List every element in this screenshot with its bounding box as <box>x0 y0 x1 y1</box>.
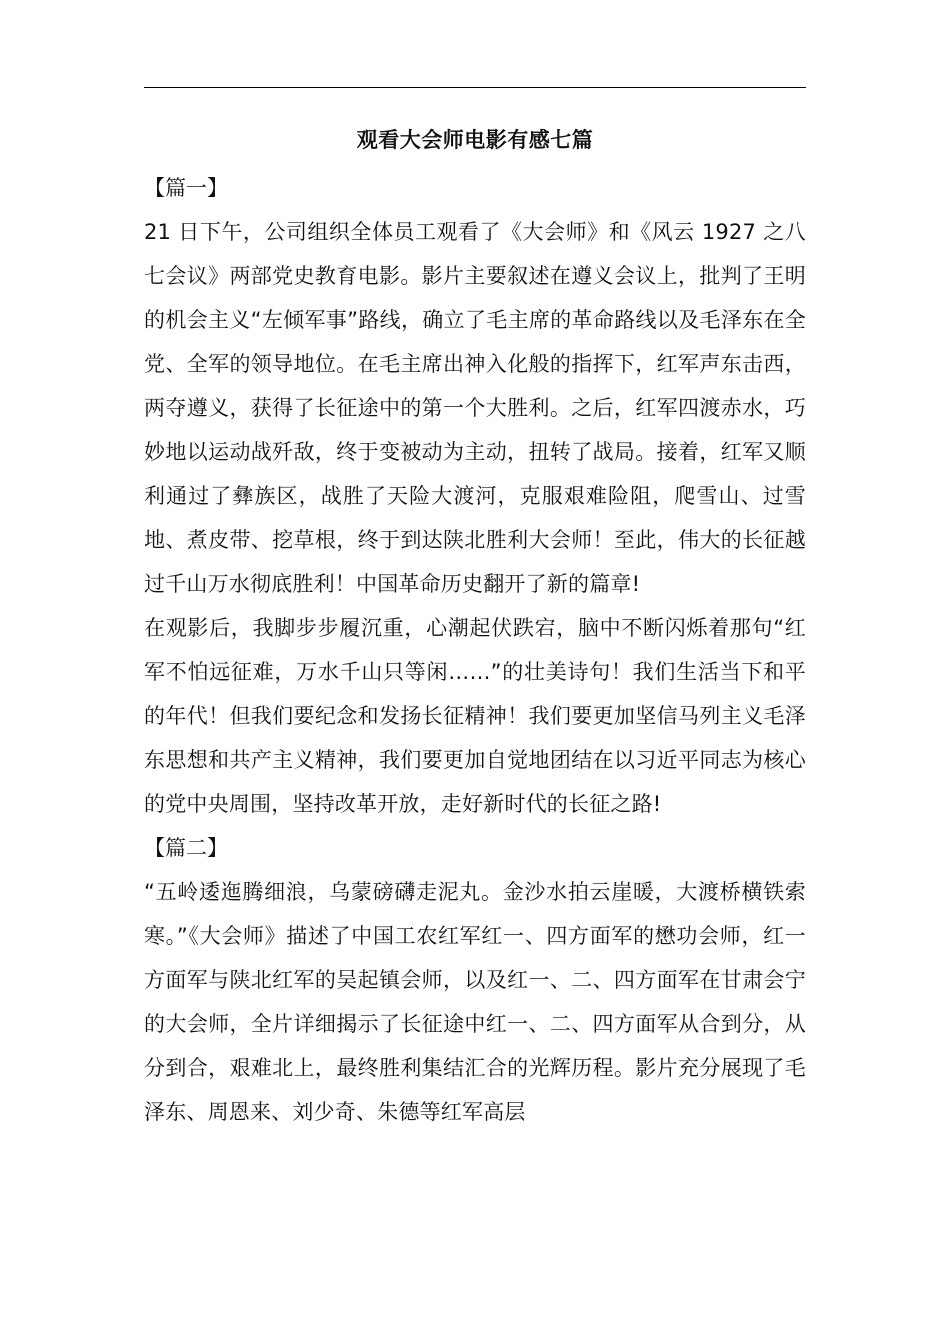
section-2 <box>144 826 806 1134</box>
paragraph: 21 日下午，公司组织全体员工观看了《大会师》和《风云 1927 之八七会议》两部党史教育电影。影片主要叙述在遵义会议上，批判了王明的机会主义“左倾军事”路线，确立了毛主席的革命路线以及毛泽东在全党、全军的领导地位。在毛主席出神入化般的指挥下，红军声东击西，两夺遵义，获得了长征途中的第一个大胜利。之后，红军四渡赤水，巧妙地以运动战歼敌，终于变被动为主动，扭转了战局。接着，红军又顺利通过了彝族区，战胜了天险大渡河，克服艰难险阻，爬雪山、过雪地、煮皮带、挖草根，终于到达陕北胜利大会师！至此，伟大的长征越过千山万水彻底胜利！中国革命历史翻开了新的篇章! <box>144 220 806 596</box>
document-title: 观看大会师电影有感七篇 <box>356 128 594 152</box>
header-rule <box>144 87 806 88</box>
paragraph: 在观影后，我脚步步履沉重，心潮起伏跌宕，脑中不断闪烁着那句“红军不怕远征难，万水千山只等闲……”的壮美诗句！我们生活当下和平的年代！但我们要纪念和发扬长征精神！我们要更加坚信马列主义毛泽东思想和共产主义精神，我们要更加自觉地团结在以习近平同志为核心的党中央周围，坚持改革开放，走好新时代的长征之路! <box>144 616 806 816</box>
document-body <box>144 120 806 1134</box>
section-heading: 【篇二】 <box>144 836 228 860</box>
section-1 <box>144 166 806 826</box>
paragraph: “五岭逶迤腾细浪，乌蒙磅礴走泥丸。金沙水拍云崖暖，大渡桥横铁索寒。”《大会师》描述了中国工农红军红一、四方面军的懋功会师，红一方面军与陕北红军的吴起镇会师，以及红一、二、四方面军在甘肃会宁的大会师，全片详细揭示了长征途中红一、二、四方面军从合到分，从分到合，艰难北上，最终胜利集结汇合的光辉历程。影片充分展现了毛泽东、周恩来、刘少奇、朱德等红军高层 <box>144 880 806 1124</box>
section-heading: 【篇一】 <box>144 176 228 200</box>
